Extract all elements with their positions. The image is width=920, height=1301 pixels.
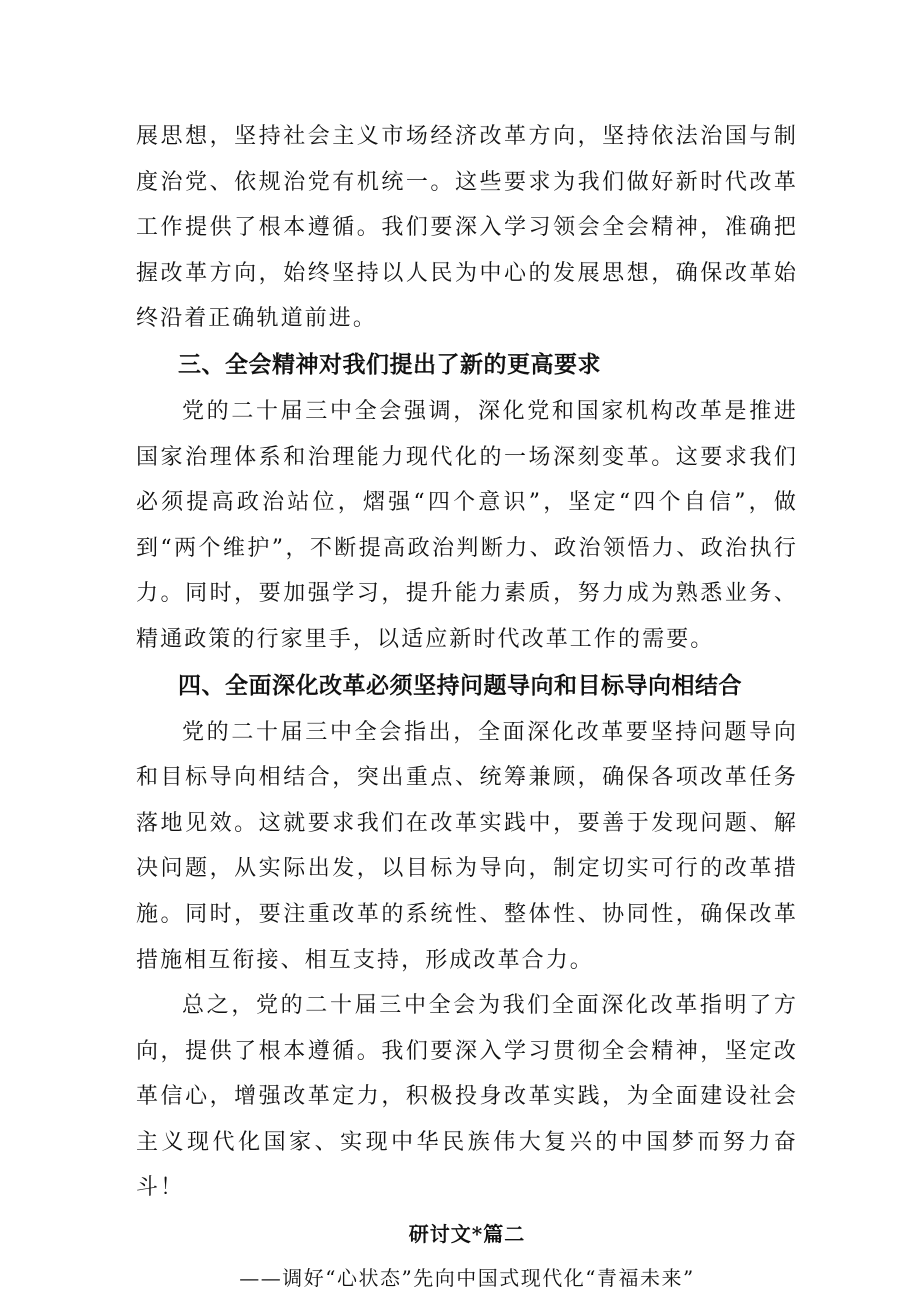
- conclusion-paragraph: 总之，党的二十届三中全会为我们全面深化改革指明了方向，提供了根本遵循。我们要深入学习贯彻全会精神，坚定改革信心，增强改革定力，积极投身改革实践，为全面建设社会主义现代化国家、实现中华民族伟大复兴的中国梦而努力奋斗！: [136, 993, 798, 1201]
- section-four-heading: 四、全面深化改革必须坚持问题导向和目标导向相结合: [178, 672, 742, 699]
- section-four-paragraph: 党的二十届三中全会指出，全面深化改革要坚持问题导向和目标导向相结合，突出重点、统筹兼顾，确保各项改革任务落地见效。这就要求我们在改革实践中，要善于发现问题、解决问题，从实际出发，以目标为导向，制定切实可行的改革措施。同时，要注重改革的系统性、整体性、协同性，确保改革措施相互衔接、相互支持，形成改革合力。: [136, 719, 798, 973]
- section-three-paragraph: 党的二十届三中全会强调，深化党和国家机构改革是推进国家治理体系和治理能力现代化的一场深刻变革。这要求我们必须提高政治站位，熠强“四个意识”，坚定“四个自信”，做到“两个维护”，不断提高政治判断力、政治领悟力、政治执行力。同时，要加强学习，提升能力素质，努力成为熟悉业务、精通政策的行家里手，以适应新时代改革工作的需要。: [136, 398, 798, 652]
- next-article-subtitle: ——调好“心状态”先向中国式现代化“青福未来”: [239, 1266, 695, 1291]
- next-article-title: 研讨文*篇二: [408, 1222, 526, 1247]
- document-body: [136, 114, 798, 1298]
- section-three-heading: 三、全会精神对我们提出了新的更高要求: [178, 351, 601, 378]
- intro-continuation-paragraph: 展思想，坚持社会主义市场经济改革方向，坚持依法治国与制度治党、依规治党有机统一。这些要求为我们做好新时代改革工作提供了根本遵循。我们要深入学习领会全会精神，准确把握改革方向，始终坚持以人民为中心的发展思想，确保改革始终沿着正确轨道前进。: [136, 124, 798, 332]
